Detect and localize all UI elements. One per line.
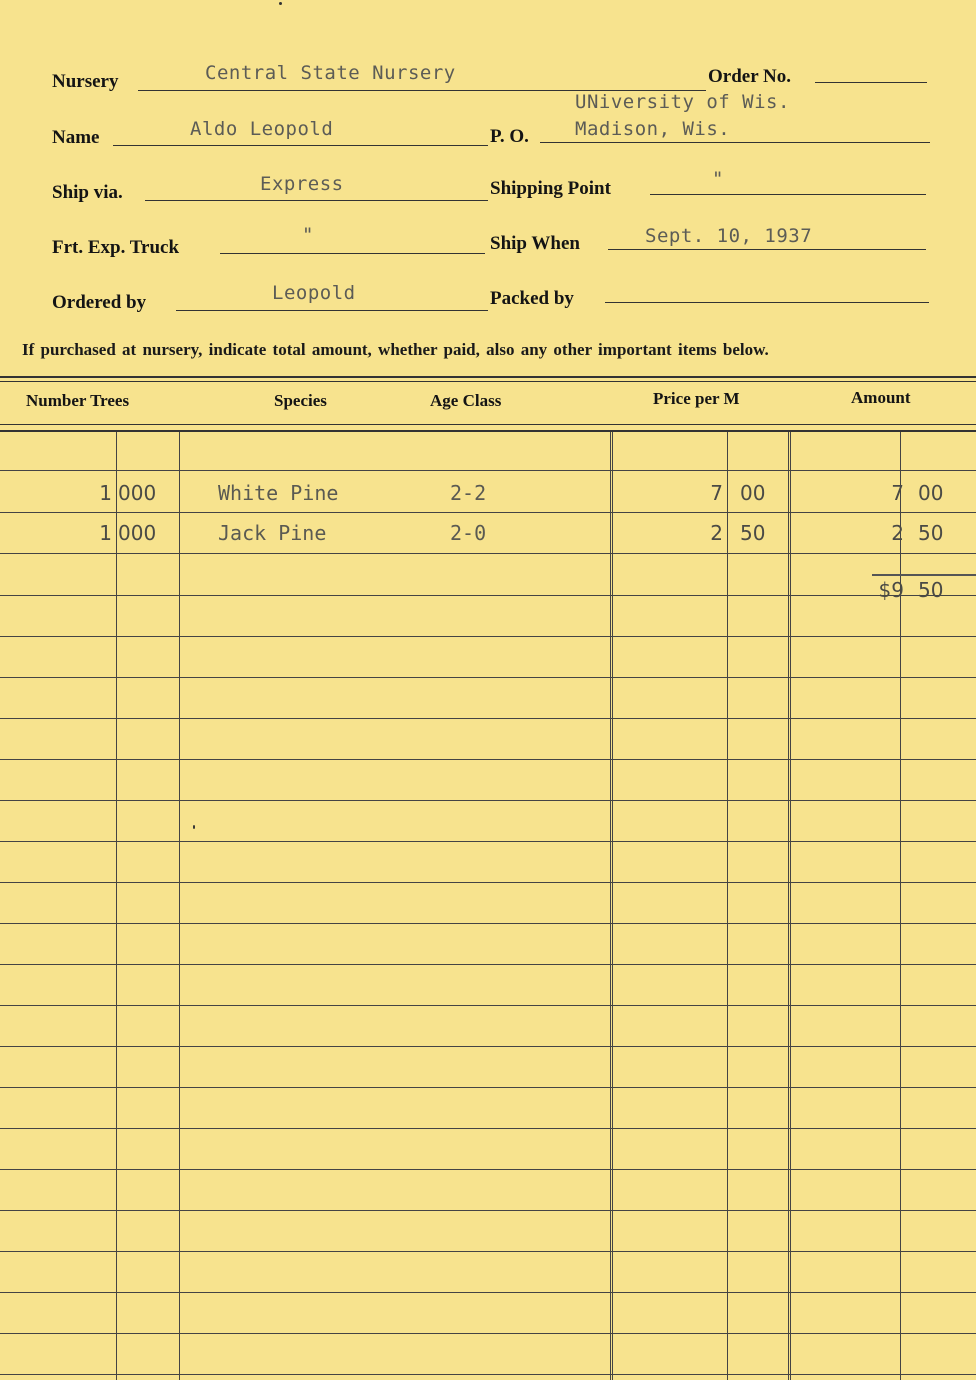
number-trees-units: 000: [118, 481, 157, 505]
ledger-line: [0, 882, 976, 883]
amount-cents-cell: 50: [918, 521, 944, 545]
species-cell: Jack Pine: [218, 521, 327, 545]
price-dollars-cell: 7: [710, 481, 723, 505]
ordered-by-value[interactable]: Leopold: [272, 282, 356, 304]
amount-cents-cell: 00: [918, 481, 944, 505]
po-rule: [540, 142, 930, 143]
ledger-line: [0, 923, 976, 924]
po-value-line2[interactable]: Madison, Wis.: [575, 118, 731, 140]
ledger-line: [0, 1210, 976, 1211]
name-label: Name: [52, 127, 100, 148]
price-dollars-cell: 2: [710, 521, 723, 545]
frt-exp-truck-rule: [220, 253, 485, 254]
table-header-rule-inner: [0, 430, 976, 432]
col-price-per-m: Price per M: [653, 389, 740, 408]
shipping-point-value[interactable]: ": [712, 168, 724, 190]
nursery-label: Nursery: [52, 71, 119, 92]
frt-exp-truck-value[interactable]: ": [302, 224, 314, 246]
po-value-line1[interactable]: UNiversity of Wis.: [575, 91, 790, 113]
name-rule: [113, 145, 488, 146]
ledger-line: [0, 636, 976, 637]
ledger-line: [0, 1374, 976, 1375]
ledger-line: [0, 1046, 976, 1047]
number-trees-units: 000: [118, 521, 157, 545]
amount-dollars-cell: 7: [891, 481, 904, 505]
ledger-line: [0, 964, 976, 965]
order-no-rule: [815, 82, 927, 83]
order-no-label: Order No.: [708, 66, 792, 87]
table-header-rule: [0, 424, 976, 425]
total-dollars: $9: [878, 578, 904, 602]
age-class-cell: 2-2: [450, 481, 487, 505]
ledger-line: [0, 553, 976, 554]
shipping-point-label: Shipping Point: [490, 178, 611, 199]
ledger-line: [0, 512, 976, 513]
ship-via-rule: [145, 200, 488, 201]
ledger-line: [0, 1169, 976, 1170]
ledger-line: [0, 1333, 976, 1334]
col-species: Species: [274, 391, 327, 410]
ledger-line: [0, 677, 976, 678]
po-label: P. O.: [490, 126, 529, 147]
table-top-rule-inner: [0, 381, 976, 382]
ink-speck: [193, 825, 195, 829]
packed-by-rule: [605, 302, 929, 303]
instruction-note: If purchased at nursery, indicate total amount, whether paid, also any other important items below.: [22, 340, 769, 359]
name-value[interactable]: Aldo Leopold: [190, 118, 334, 140]
price-cents-cell: 50: [740, 521, 766, 545]
ordered-by-rule: [176, 310, 488, 311]
nursery-value[interactable]: Central State Nursery: [205, 62, 456, 84]
price-cents-cell: 00: [740, 481, 766, 505]
ink-speck: [279, 2, 282, 5]
ledger-column-divider: [179, 432, 180, 1380]
species-cell: White Pine: [218, 481, 339, 505]
ledger-line: [0, 1128, 976, 1129]
ledger-line: [0, 1251, 976, 1252]
ledger-line: [0, 1292, 976, 1293]
ledger-line: [0, 1005, 976, 1006]
amount-dollars-cell: 2: [891, 521, 904, 545]
ledger-line: [0, 595, 976, 596]
col-age-class: Age Class: [430, 391, 502, 410]
ledger-line: [0, 800, 976, 801]
ledger-column-divider: [116, 432, 117, 1380]
ledger-line: [0, 718, 976, 719]
packed-by-label: Packed by: [490, 288, 574, 309]
age-class-cell: 2-0: [450, 521, 487, 545]
ledger-line: [0, 470, 976, 471]
ship-via-label: Ship via.: [52, 182, 123, 203]
ledger-column-divider: [610, 432, 613, 1380]
ordered-by-label: Ordered by: [52, 292, 147, 313]
ledger-line: [0, 1087, 976, 1088]
total-underline: [872, 574, 976, 576]
total-cents: 50: [918, 578, 944, 602]
ship-when-rule: [608, 249, 926, 250]
ledger-column-divider: [727, 432, 728, 1380]
ledger-line: [0, 759, 976, 760]
ship-when-label: Ship When: [490, 233, 580, 254]
col-amount: Amount: [851, 388, 911, 407]
number-trees-thousands: 1: [99, 481, 112, 505]
shipping-point-rule: [650, 194, 926, 195]
table-top-rule: [0, 376, 976, 378]
ship-when-value[interactable]: Sept. 10, 1937: [645, 225, 813, 247]
frt-exp-truck-label: Frt. Exp. Truck: [52, 237, 180, 258]
ledger-column-divider: [788, 432, 791, 1380]
col-number-trees: Number Trees: [26, 391, 130, 410]
number-trees-thousands: 1: [99, 521, 112, 545]
ship-via-value[interactable]: Express: [260, 173, 344, 195]
ledger-line: [0, 841, 976, 842]
